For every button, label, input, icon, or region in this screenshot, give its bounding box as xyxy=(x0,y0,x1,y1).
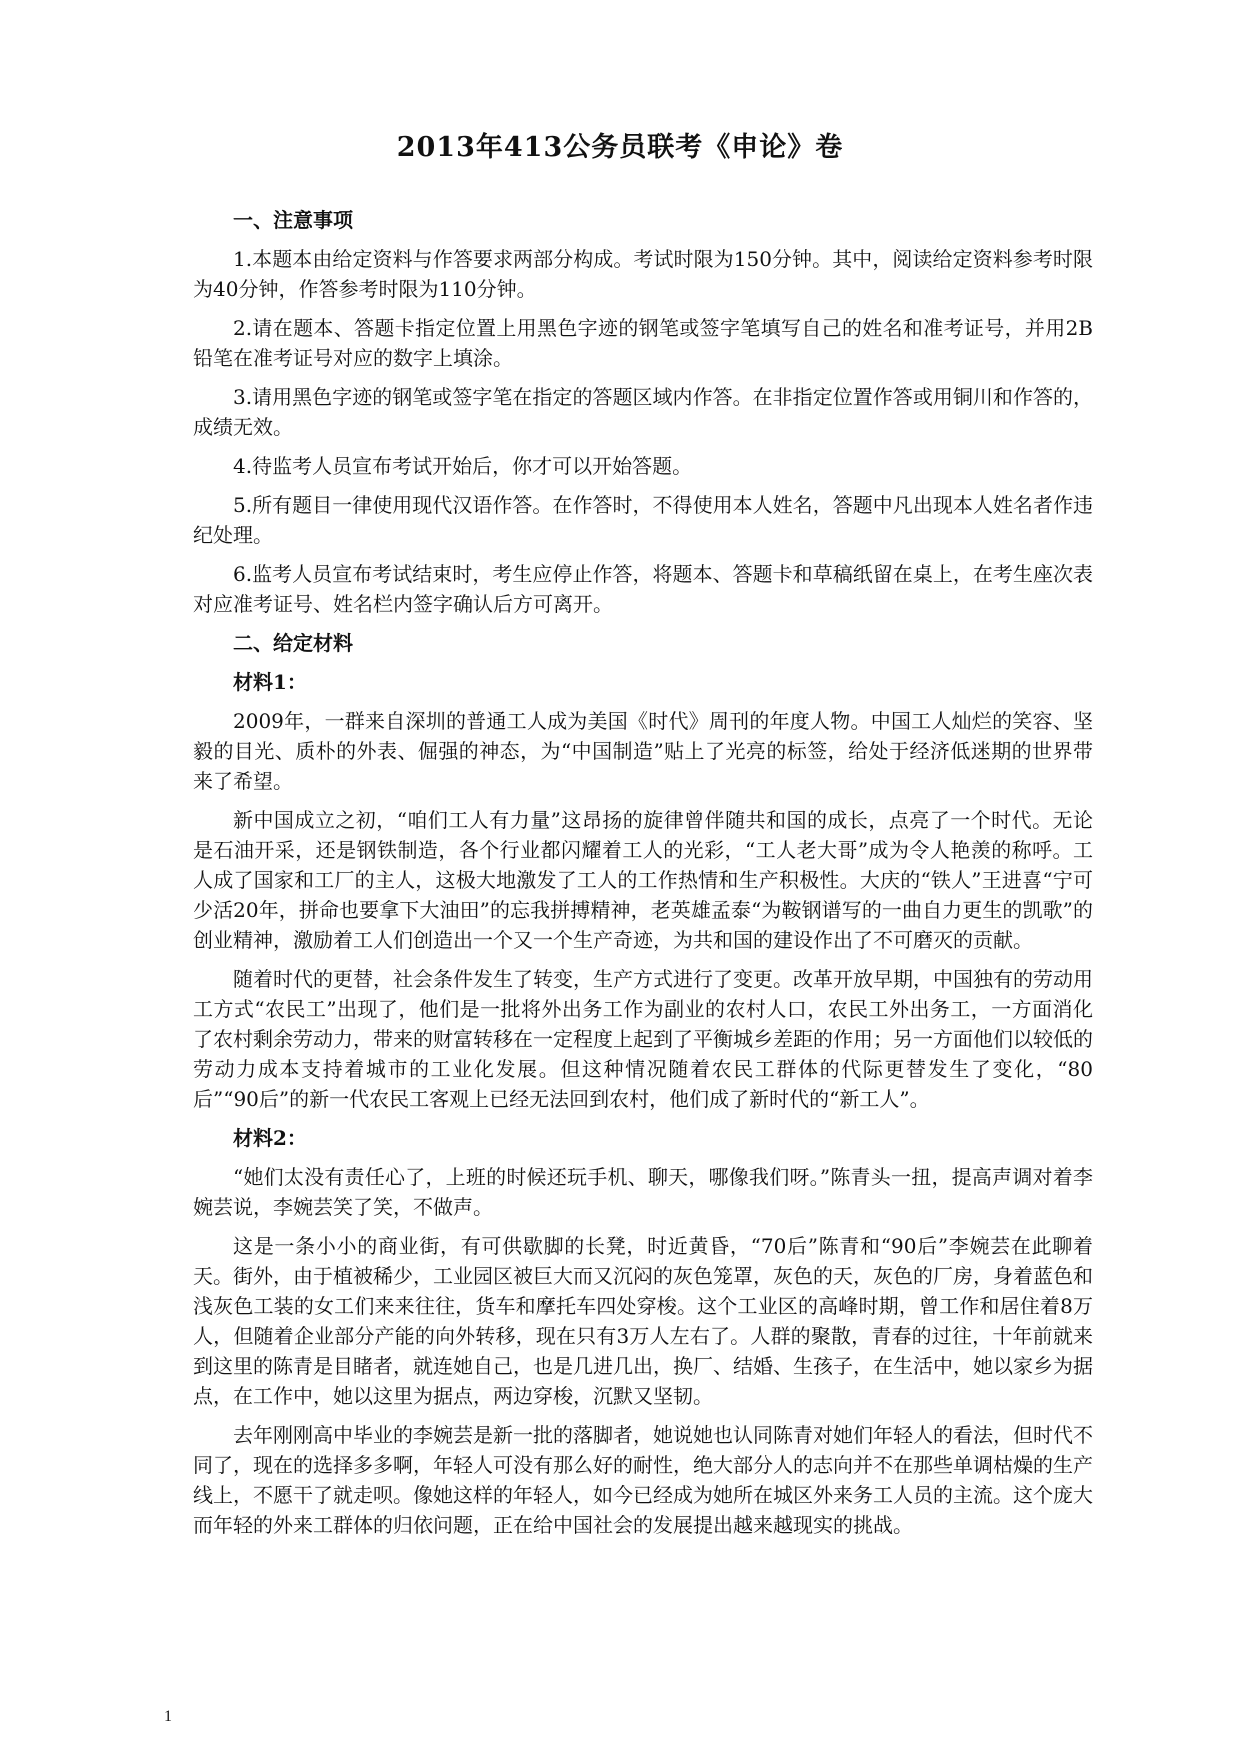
material-paragraph: 这是一条小小的商业街，有可供歇脚的长凳，时近黄昏，“70后”陈青和“90后”李婉芸在此聊着天。街外，由于植被稀少，工业园区被巨大而又沉闷的灰色笼罩，灰色的天，灰色的厂房，身着蓝色和浅灰色工装的女工们来来往往，货车和摩托车四处穿梭。这个工业区的高峰时期，曾工作和居住着8万人，但随着企业部分产能的向外转移，现在只有3万人左右了。人群的聚散，青春的过往，十年前就来到这里的陈青是目睹者，就连她自己，也是几进几出，换厂、结婚、生孩子，在生活中，她以家乡为据点，在工作中，她以这里为据点，两边穿梭，沉默又坚韧。 xyxy=(193,1234,1093,1408)
note-item: 1.本题本由给定资料与作答要求两部分构成。考试时限为150分钟。其中，阅读给定资料参考时限为40分钟，作答参考时限为110分钟。 xyxy=(193,247,1093,301)
page-title: 2013年413公务员联考《申论》卷 xyxy=(396,132,844,163)
material-2-label: 材料2： xyxy=(233,1126,307,1150)
material-paragraph: 去年刚刚高中毕业的李婉芸是新一批的落脚者，她说她也认同陈青对她们年轻人的看法，但时代不同了，现在的选择多多啊，年轻人可没有那么好的耐性，绝大部分人的志向并不在那些单调枯燥的生产线上，不愿干了就走呗。像她这样的年轻人，如今已经成为她所在城区外来务工人员的主流。这个庞大而年轻的外来工群体的归依问题，正在给中国社会的发展提出越来越现实的挑战。 xyxy=(193,1423,1093,1537)
note-item: 2.请在题本、答题卡指定位置上用黑色字迹的钢笔或签字笔填写自己的姓名和准考证号，并用2B铅笔在准考证号对应的数字上填涂。 xyxy=(193,316,1093,370)
note-item: 6.监考人员宣布考试结束时，考生应停止作答，将题本、答题卡和草稿纸留在桌上，在考生座次表对应准考证号、姓名栏内签字确认后方可离开。 xyxy=(193,562,1093,616)
material-1-label: 材料1： xyxy=(233,670,307,694)
page-number: 1 xyxy=(164,1708,172,1725)
material-paragraph: 2009年，一群来自深圳的普通工人成为美国《时代》周刊的年度人物。中国工人灿烂的笑容、坚毅的目光、质朴的外表、倔强的神态，为“中国制造”贴上了光亮的标签，给处于经济低迷期的世界带来了希望。 xyxy=(193,709,1093,793)
material-paragraph: “她们太没有责任心了，上班的时候还玩手机、聊天，哪像我们呀。”陈青头一扭，提高声调对着李婉芸说，李婉芸笑了笑，不做声。 xyxy=(193,1165,1093,1219)
document-body xyxy=(193,205,1093,1549)
note-item: 5.所有题目一律使用现代汉语作答。在作答时，不得使用本人姓名，答题中凡出现本人姓名者作违纪处理。 xyxy=(193,493,1093,547)
note-item: 3.请用黑色字迹的钢笔或签字笔在指定的答题区域内作答。在非指定位置作答或用铜川和作答的，成绩无效。 xyxy=(193,385,1093,439)
note-item: 4.待监考人员宣布考试开始后，你才可以开始答题。 xyxy=(233,454,693,478)
materials-heading: 二、给定材料 xyxy=(233,631,353,655)
material-paragraph: 新中国成立之初，“咱们工人有力量”这昂扬的旋律曾伴随共和国的成长，点亮了一个时代。无论是石油开采，还是钢铁制造，各个行业都闪耀着工人的光彩，“工人老大哥”成为令人艳羡的称呼。工人成了国家和工厂的主人，这极大地激发了工人的工作热情和生产积极性。大庆的“铁人”王进喜“宁可少活20年，拼命也要拿下大油田”的忘我拼搏精神，老英雄孟泰“为鞍钢谱写的一曲自力更生的凯歌”的创业精神，激励着工人们创造出一个又一个生产奇迹，为共和国的建设作出了不可磨灭的贡献。 xyxy=(193,808,1093,952)
notes-heading: 一、注意事项 xyxy=(233,208,353,232)
material-paragraph: 随着时代的更替，社会条件发生了转变，生产方式进行了变更。改革开放早期，中国独有的劳动用工方式“农民工”出现了，他们是一批将外出务工作为副业的农村人口，农民工外出务工，一方面消化了农村剩余劳动力，带来的财富转移在一定程度上起到了平衡城乡差距的作用；另一方面他们以较低的劳动力成本支持着城市的工业化发展。但这种情况随着农民工群体的代际更替发生了变化，“80后”“90后”的新一代农民工客观上已经无法回到农村，他们成了新时代的“新工人”。 xyxy=(193,967,1093,1111)
